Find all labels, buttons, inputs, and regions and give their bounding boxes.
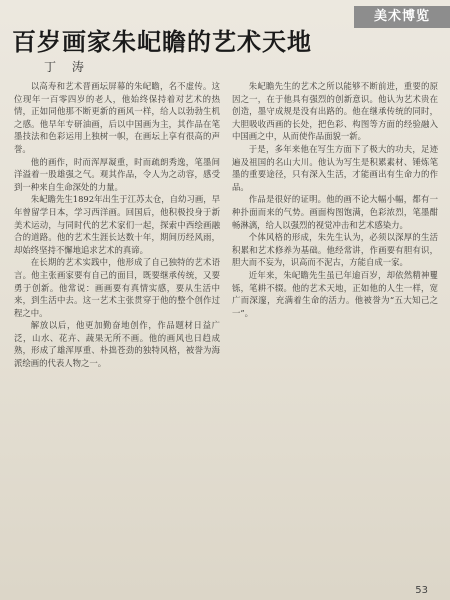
paragraph: 以高寿和艺术晋画坛屏幕的朱屺瞻，名不虚传。这位现年一百零四岁的老人，他始终保持着对艺术的热情，正如同他那不断更新的画风一样，给人以勃勃生机之感。他早年专研油画，后以中国画为主，其作品在笔墨技法和色彩运用上独树一帜，在画坛上享有很高的声誉。	[14, 81, 220, 154]
article-title: 百岁画家朱屺瞻的艺术天地	[12, 28, 312, 56]
paragraph: 作品是很好的证明。他的画不论大幅小幅，都有一种扑面而来的气势。画面构图饱满，色彩浓烈，笔墨酣畅淋漓，给人以强烈的视觉冲击和艺术感染力。	[232, 194, 438, 230]
paragraph: 解放以后，他更加勤奋地创作，作品题材日益广泛，山水、花卉、蔬果无所不画。他的画风也日趋成熟，形成了雄浑厚重、朴拙苍劲的独特风格，被誉为海派绘画的代表人物之一。	[14, 320, 220, 369]
paragraph: 朱屺瞻先生1892年出生于江苏太仓，自幼习画，早年曾留学日本，学习西洋画。回国后，他积极投身于新美术运动，与同时代的艺术家们一起，探索中西绘画融合的道路。他的艺术生涯长达数十年，期间历经风雨，却始终坚持不懈地追求艺术的真谛。	[14, 194, 220, 255]
right-column	[232, 80, 438, 580]
paragraph: 近年来，朱屺瞻先生虽已年逾百岁，却依然精神矍铄，笔耕不辍。他的艺术天地，正如他的人生一样，宽广而深邃，充满着生命的活力。他被誉为“五大知己之一”。	[232, 269, 438, 318]
section-tag: 美术博览	[354, 6, 450, 28]
left-column	[14, 80, 220, 586]
paragraph: 在长期的艺术实践中，他形成了自己独特的艺术语言。他主张画家要有自己的面目，既要继承传统，又要勇于创新。他常说：画画要有真情实感，要从生活中来，到生活中去。这一艺术主张贯穿于他的整个创作过程之中。	[14, 257, 220, 318]
paragraph: 他的画作，时而浑厚凝重，时而疏朗秀逸，笔墨间洋溢着一股雄强之气。观其作品，令人为之动容，感受到一种来自生命深处的力量。	[14, 156, 220, 192]
author-name: 丁 涛	[44, 60, 90, 74]
paragraph: 朱屺瞻先生的艺术之所以能够不断前进，重要的原因之一，在于他具有强烈的创新意识。他认为艺术贵在创造，墨守成规是没有出路的。他在继承传统的同时，大胆吸收西画的长处，把色彩、构图等方面的经验融入中国画之中，从而使作品面貌一新。	[232, 81, 438, 142]
page-number: 53	[415, 585, 428, 596]
paragraph: 于是，多年来他在写生方面下了极大的功夫，足迹遍及祖国的名山大川。他认为写生是积累素材、锤炼笔墨的重要途径，只有深入生活，才能画出有生命力的作品。	[232, 143, 438, 192]
paragraph: 个体风格的形成，朱先生认为，必须以深厚的生活积累和艺术修养为基础。他经常讲，作画要有胆有识，胆大而不妄为，识高而不泥古，方能自成一家。	[232, 232, 438, 268]
